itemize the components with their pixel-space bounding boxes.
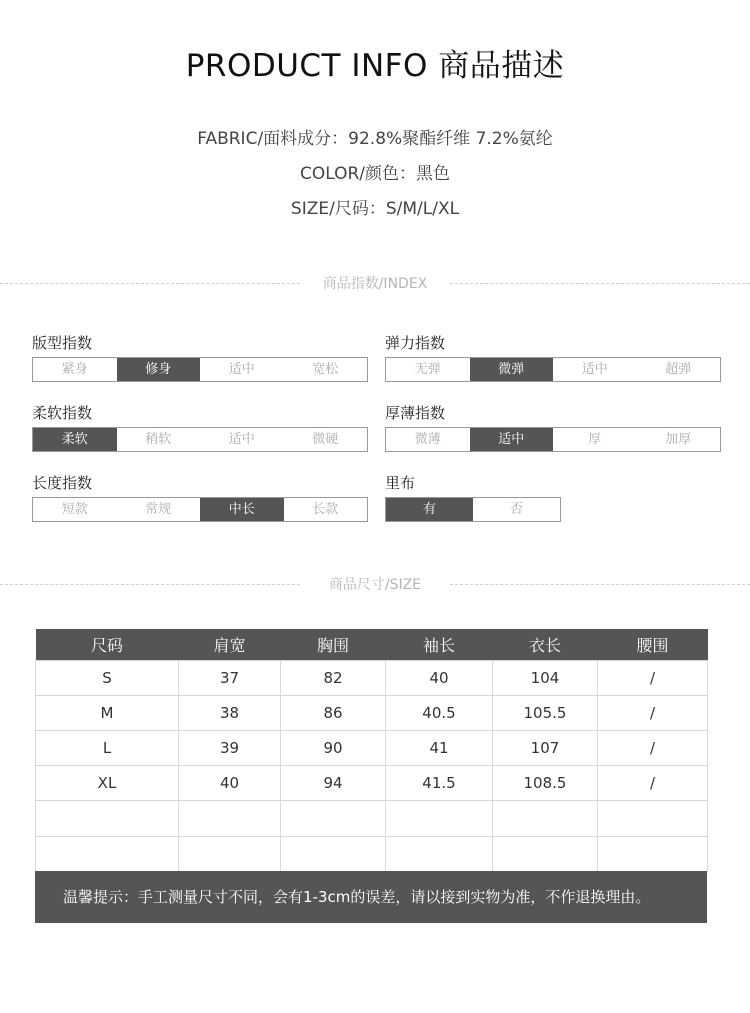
gauge-bar (385, 427, 721, 452)
table-cell (493, 837, 598, 873)
table-header-cell: 衣长 (493, 629, 598, 661)
table-cell: 104 (493, 661, 598, 696)
table-cell: / (598, 766, 708, 801)
gauge-title: 弹力指数 (385, 334, 446, 352)
gauge-bar (32, 427, 368, 452)
table-cell: 86 (281, 696, 386, 731)
table-cell (281, 837, 386, 873)
table-cell (598, 801, 708, 837)
table-header-cell: 袖长 (386, 629, 493, 661)
gauge-option: 适中 (581, 362, 608, 377)
table-cell: 90 (281, 731, 386, 766)
table-cell (386, 837, 493, 873)
gauge-option: 适中 (228, 432, 255, 447)
table-cell (36, 837, 179, 873)
gauge-option: 适中 (470, 428, 554, 451)
gauge-option: 紧身 (61, 362, 88, 377)
gauge-title: 柔软指数 (32, 404, 93, 422)
gauge-title: 厚薄指数 (385, 404, 446, 422)
size-table (35, 629, 708, 873)
gauge-elasticity (385, 333, 721, 382)
gauge-bar (32, 357, 368, 382)
gauge-length (32, 473, 368, 522)
gauge-option: 修身 (117, 358, 201, 381)
table-cell (179, 801, 281, 837)
gauge-option: 厚 (588, 432, 602, 447)
table-row (36, 731, 708, 766)
table-cell: 41 (386, 731, 493, 766)
table-cell (36, 801, 179, 837)
table-cell: 40 (386, 661, 493, 696)
gauge-bar (385, 357, 721, 382)
fabric-info: FABRIC/面料成分：92.8%聚酯纤维 7.2%氨纶 (197, 129, 553, 149)
table-cell: 94 (281, 766, 386, 801)
table-cell (179, 837, 281, 873)
size-section-label: 商品尺寸/SIZE (328, 577, 422, 593)
gauge-option: 微弹 (470, 358, 554, 381)
table-cell: 39 (179, 731, 281, 766)
gauge-bar (32, 497, 368, 522)
table-cell (281, 801, 386, 837)
table-header-cell: 胸围 (281, 629, 386, 661)
index-section-label: 商品指数/INDEX (322, 276, 428, 292)
table-cell (386, 801, 493, 837)
table-cell: / (598, 696, 708, 731)
table-cell: 41.5 (386, 766, 493, 801)
gauge-option: 柔软 (33, 428, 117, 451)
table-cell: / (598, 731, 708, 766)
table-cell: M (36, 696, 179, 731)
care-note: 温馨提示：手工测量尺寸不同，会有1-3cm的误差，请以接到实物为准，不作退换理由。 (35, 871, 707, 923)
table-row-empty (36, 837, 708, 873)
gauge-option: 短款 (61, 502, 88, 517)
table-cell: 37 (179, 661, 281, 696)
table-header-cell: 尺码 (36, 629, 179, 661)
table-row-empty (36, 801, 708, 837)
page-title: PRODUCT INFO 商品描述 (185, 48, 565, 84)
gauge-option: 长款 (312, 502, 339, 517)
gauge-option: 超弹 (665, 362, 692, 377)
table-cell: 38 (179, 696, 281, 731)
gauge-bar (385, 497, 561, 522)
table-cell: 108.5 (493, 766, 598, 801)
gauge-option: 微硬 (312, 432, 339, 447)
gauge-option: 稍软 (145, 432, 172, 447)
gauge-option: 无弹 (414, 362, 441, 377)
table-cell: 107 (493, 731, 598, 766)
size-divider (0, 575, 750, 595)
gauge-title: 里布 (385, 474, 416, 492)
table-header-cell: 肩宽 (179, 629, 281, 661)
gauge-option: 有 (386, 498, 473, 521)
table-cell (493, 801, 598, 837)
table-cell: 82 (281, 661, 386, 696)
gauge-option: 微薄 (414, 432, 441, 447)
gauge-option: 中长 (200, 498, 284, 521)
table-cell: XL (36, 766, 179, 801)
gauge-title: 版型指数 (32, 334, 93, 352)
gauge-option: 否 (509, 502, 523, 517)
gauge-option: 常规 (145, 502, 172, 517)
table-row (36, 766, 708, 801)
table-header-row (36, 629, 708, 661)
color-info: COLOR/颜色：黑色 (299, 164, 451, 184)
table-cell: S (36, 661, 179, 696)
table-row (36, 661, 708, 696)
gauge-thickness (385, 403, 721, 452)
gauge-fit (32, 333, 368, 382)
index-divider (0, 274, 750, 294)
table-cell: L (36, 731, 179, 766)
gauge-softness (32, 403, 368, 452)
table-row (36, 696, 708, 731)
gauge-option: 加厚 (665, 432, 692, 447)
table-cell: 40.5 (386, 696, 493, 731)
table-header-cell: 腰围 (598, 629, 708, 661)
gauge-title: 长度指数 (32, 474, 93, 492)
gauge-lining (385, 473, 561, 522)
gauge-option: 宽松 (312, 362, 339, 377)
size-info: SIZE/尺码：S/M/L/XL (290, 199, 460, 219)
table-cell: 40 (179, 766, 281, 801)
table-cell: / (598, 661, 708, 696)
table-cell (598, 837, 708, 873)
table-cell: 105.5 (493, 696, 598, 731)
gauge-option: 适中 (228, 362, 255, 377)
